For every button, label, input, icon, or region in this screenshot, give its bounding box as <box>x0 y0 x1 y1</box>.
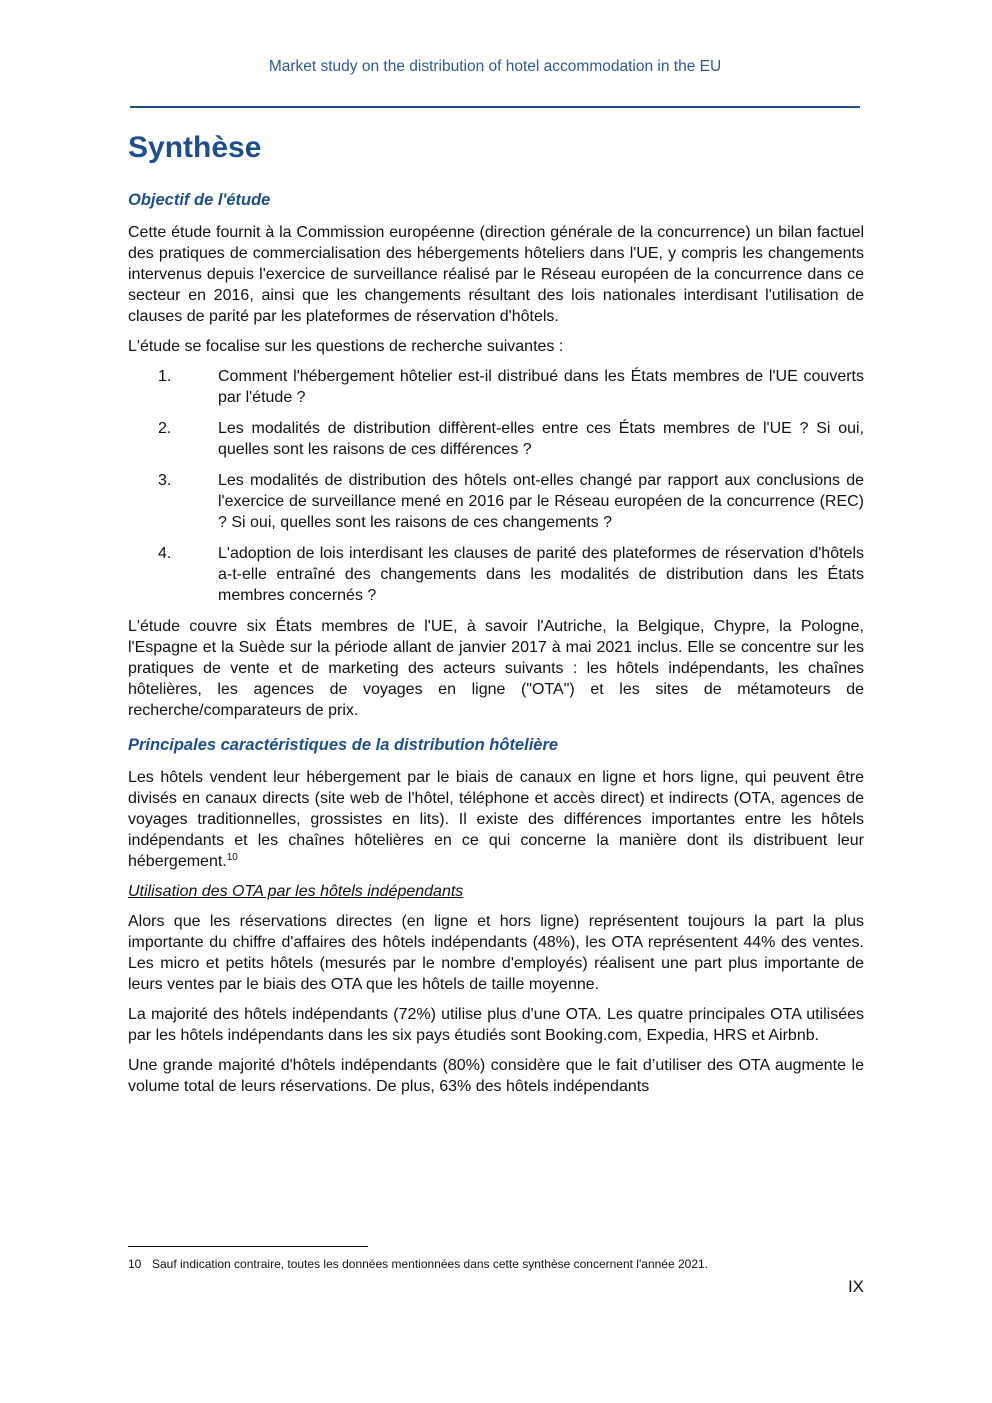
list-item <box>128 470 864 533</box>
main-content <box>128 128 864 1106</box>
list-item-number: 3. <box>158 472 172 489</box>
list-item-text: Comment l'hébergement hôtelier est-il distribué dans les États membres de l'UE couverts par l'étude ? <box>218 368 864 406</box>
subheading-ota: Utilisation des OTA par les hôtels indépendants <box>128 883 464 900</box>
footnote <box>128 1257 864 1272</box>
list-item-text: Les modalités de distribution des hôtels ont-elles changé par rapport aux conclusions de l'exercice de surveillance mené en 2016 par le Réseau européen de la concurrence (REC) ? Si oui, quelles sont les raisons de ces changements ? <box>218 472 864 531</box>
paragraph: L'étude se focalise sur les questions de recherche suivantes : <box>128 338 564 355</box>
list-item-number: 1. <box>158 368 172 385</box>
page-number: IX <box>847 1277 864 1296</box>
paragraph: Alors que les réservations directes (en ligne et hors ligne) représentent toujours la part la plus importante du chiffre d'affaires des hôtels indépendants (48%), les OTA représentent 44% des ventes. Les micro et petits hôtels (mesurés par le nombre d'employés) réalisent une part plus importante de leurs ventes par le biais des OTA que les hôtels de taille moyenne. <box>128 913 864 993</box>
list-item-text: L'adoption de lois interdisant les clauses de parité des plateformes de réservation d'hôtels a-t-elle entraîné des changements dans les modalités de distribution dans les États membres concernés ? <box>218 545 864 604</box>
list-item-number: 2. <box>158 420 172 437</box>
list-item <box>128 418 864 460</box>
list-item-text: Les modalités de distribution diffèrent-elles entre ces États membres de l'UE ? Si oui, quelles sont les raisons de ces différences ? <box>218 420 864 458</box>
section-heading-objectif: Objectif de l'étude <box>128 191 271 209</box>
footnote-text: Sauf indication contraire, toutes les données mentionnées dans cette synthèse concernent l'année 2021. <box>152 1257 708 1271</box>
paragraph: Cette étude fournit à la Commission européenne (direction générale de la concurrence) un bilan factuel des pratiques de commercialisation des hébergements hôteliers dans l'UE, y compris les changements intervenus depuis l'exercice de surveillance réalisé par le Réseau européen de la concurrence dans ce secteur en 2016, ainsi que les changements résultant des lois nationales interdisant l'utilisation de clauses de parité par les plateformes de réservation d'hôtels. <box>128 224 864 325</box>
paragraph-text: Les hôtels vendent leur hébergement par le biais de canaux en ligne et hors ligne, qui peuvent être divisés en canaux directs (site web de l'hôtel, téléphone et accès direct) et indirects (OTA, agences de voyages traditionnelles, grossistes en lits). Il existe des différences importantes entre les hôtels indépendants et les chaînes hôtelières en ce qui concerne la manière dont ils distribuent leur hébergement. <box>128 769 864 870</box>
research-questions-list <box>128 366 864 606</box>
running-header: Market study on the distribution of hotel accommodation in the EU <box>268 58 722 75</box>
footnote-rule <box>128 1246 368 1247</box>
header-rule <box>130 106 860 108</box>
list-item <box>128 366 864 408</box>
footnote-reference[interactable]: 10 <box>226 852 238 863</box>
list-item <box>128 543 864 606</box>
list-item-number: 4. <box>158 545 172 562</box>
paragraph <box>128 767 864 872</box>
paragraph: La majorité des hôtels indépendants (72%) utilise plus d'une OTA. Les quatre principales OTA utilisées par les hôtels indépendants dans les six pays étudiés sont Booking.com, Expedia, HRS et Airbnb. <box>128 1006 864 1044</box>
section-heading-principales: Principales caractéristiques de la distribution hôtelière <box>128 736 559 754</box>
footnote-number: 10 <box>128 1257 142 1271</box>
page-title: Synthèse <box>128 131 262 164</box>
paragraph: Une grande majorité d'hôtels indépendants (80%) considère que le fait d’utiliser des OTA augmente le volume total de leurs réservations. De plus, 63% des hôtels indépendants <box>128 1057 864 1095</box>
paragraph: L'étude couvre six États membres de l'UE, à savoir l'Autriche, la Belgique, Chypre, la Pologne, l'Espagne et la Suède sur la période allant de janvier 2017 à mai 2021 inclus. Elle se concentre sur les pratiques de vente et de marketing des acteurs suivants : les hôtels indépendants, les chaînes hôtelières, les agences de voyages en ligne ("OTA") et les sites de métamoteurs de recherche/comparateurs de prix. <box>128 618 864 719</box>
